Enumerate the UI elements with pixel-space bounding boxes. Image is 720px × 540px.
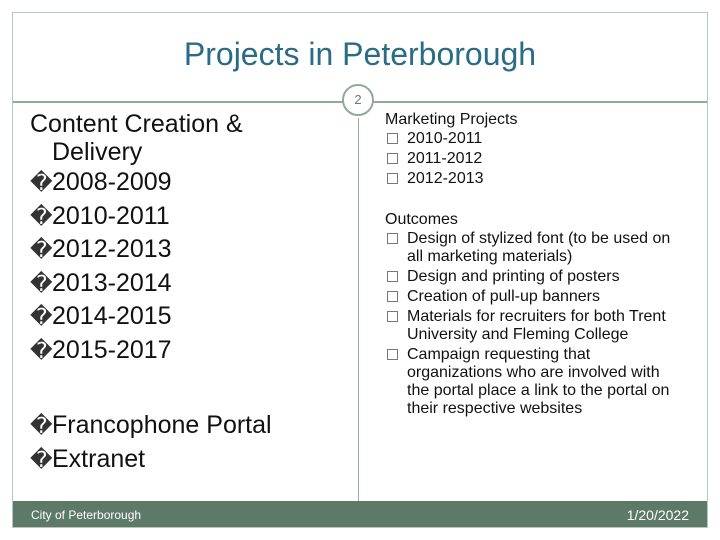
- marketing-list: [385, 130, 685, 188]
- checkbox-bullet-icon: [387, 349, 398, 360]
- column-divider: [358, 118, 359, 501]
- list-item-label: 2010-2011: [407, 130, 483, 147]
- checkbox-bullet-icon: [387, 271, 398, 282]
- list-item: [30, 443, 340, 477]
- list-item-label: Design of stylized font (to be used on all marketing materials): [407, 230, 671, 265]
- list-item: [30, 200, 340, 234]
- left-heading-line2: Delivery: [52, 138, 143, 166]
- list-item: [385, 230, 685, 266]
- bullet-icon: �: [30, 170, 53, 195]
- list-item: [30, 300, 340, 334]
- list-item: [30, 166, 340, 200]
- list-item-label: Extranet: [52, 444, 146, 473]
- left-heading: [30, 110, 340, 166]
- year-list: [30, 166, 340, 367]
- outcomes-heading: Outcomes: [385, 211, 458, 228]
- bullet-icon: �: [30, 304, 53, 329]
- list-item: [385, 170, 685, 188]
- checkbox-bullet-icon: [387, 311, 398, 322]
- list-item-label: Creation of pull-up banners: [407, 288, 601, 305]
- marketing-heading: Marketing Projects: [385, 111, 518, 128]
- list-item: [30, 334, 340, 368]
- list-item-label: Design and printing of posters: [407, 268, 620, 285]
- list-item-label: 2011-2012: [407, 150, 483, 167]
- list-item-label: 2012-2013: [52, 235, 172, 263]
- portal-list: [30, 409, 340, 476]
- list-item: [385, 288, 685, 306]
- list-item-label: Materials for recruiters for both Trent University and Fleming College: [407, 308, 666, 343]
- bullet-icon: �: [30, 203, 53, 229]
- bullet-icon: �: [30, 337, 53, 363]
- list-item: [30, 409, 340, 443]
- checkbox-bullet-icon: [387, 133, 398, 144]
- list-item-label: 2012-2013: [407, 170, 484, 187]
- checkbox-bullet-icon: [387, 153, 398, 164]
- left-heading-line1: Content Creation &: [30, 110, 243, 138]
- bullet-icon: �: [30, 237, 53, 262]
- footer-bar: [13, 501, 707, 527]
- slide-title: Projects in Peterborough: [183, 36, 537, 72]
- right-column: [385, 110, 685, 420]
- list-item-label: 2008-2009: [52, 168, 172, 196]
- list-item-label: 2014-2015: [52, 302, 172, 330]
- list-item: [385, 130, 685, 148]
- list-item: [385, 346, 685, 418]
- list-item: [385, 268, 685, 286]
- checkbox-bullet-icon: [387, 173, 398, 184]
- footer-org: City of Peterborough: [31, 508, 142, 522]
- list-item-label: Campaign requesting that organizations who are involved with the portal place a link to the portal on their respective websites: [407, 346, 670, 417]
- slide-number-badge: 2: [342, 84, 374, 116]
- list-item-label: Francophone Portal: [52, 411, 272, 439]
- left-column: [30, 110, 340, 476]
- bullet-icon: �: [30, 270, 53, 296]
- list-item: [30, 267, 340, 301]
- footer-date: 1/20/2022: [626, 507, 689, 523]
- bullet-icon: �: [30, 413, 53, 438]
- list-item-label: 2013-2014: [52, 268, 172, 297]
- list-item: [30, 233, 340, 267]
- spacer: [385, 190, 685, 210]
- spacer: [30, 367, 340, 409]
- checkbox-bullet-icon: [387, 291, 398, 302]
- list-item-label: 2015-2017: [52, 335, 172, 364]
- list-item: [385, 150, 685, 168]
- list-item-label: 2010-2011: [52, 201, 170, 230]
- checkbox-bullet-icon: [387, 233, 398, 244]
- outcomes-list: [385, 230, 685, 418]
- bullet-icon: �: [30, 446, 53, 472]
- list-item: [385, 308, 685, 344]
